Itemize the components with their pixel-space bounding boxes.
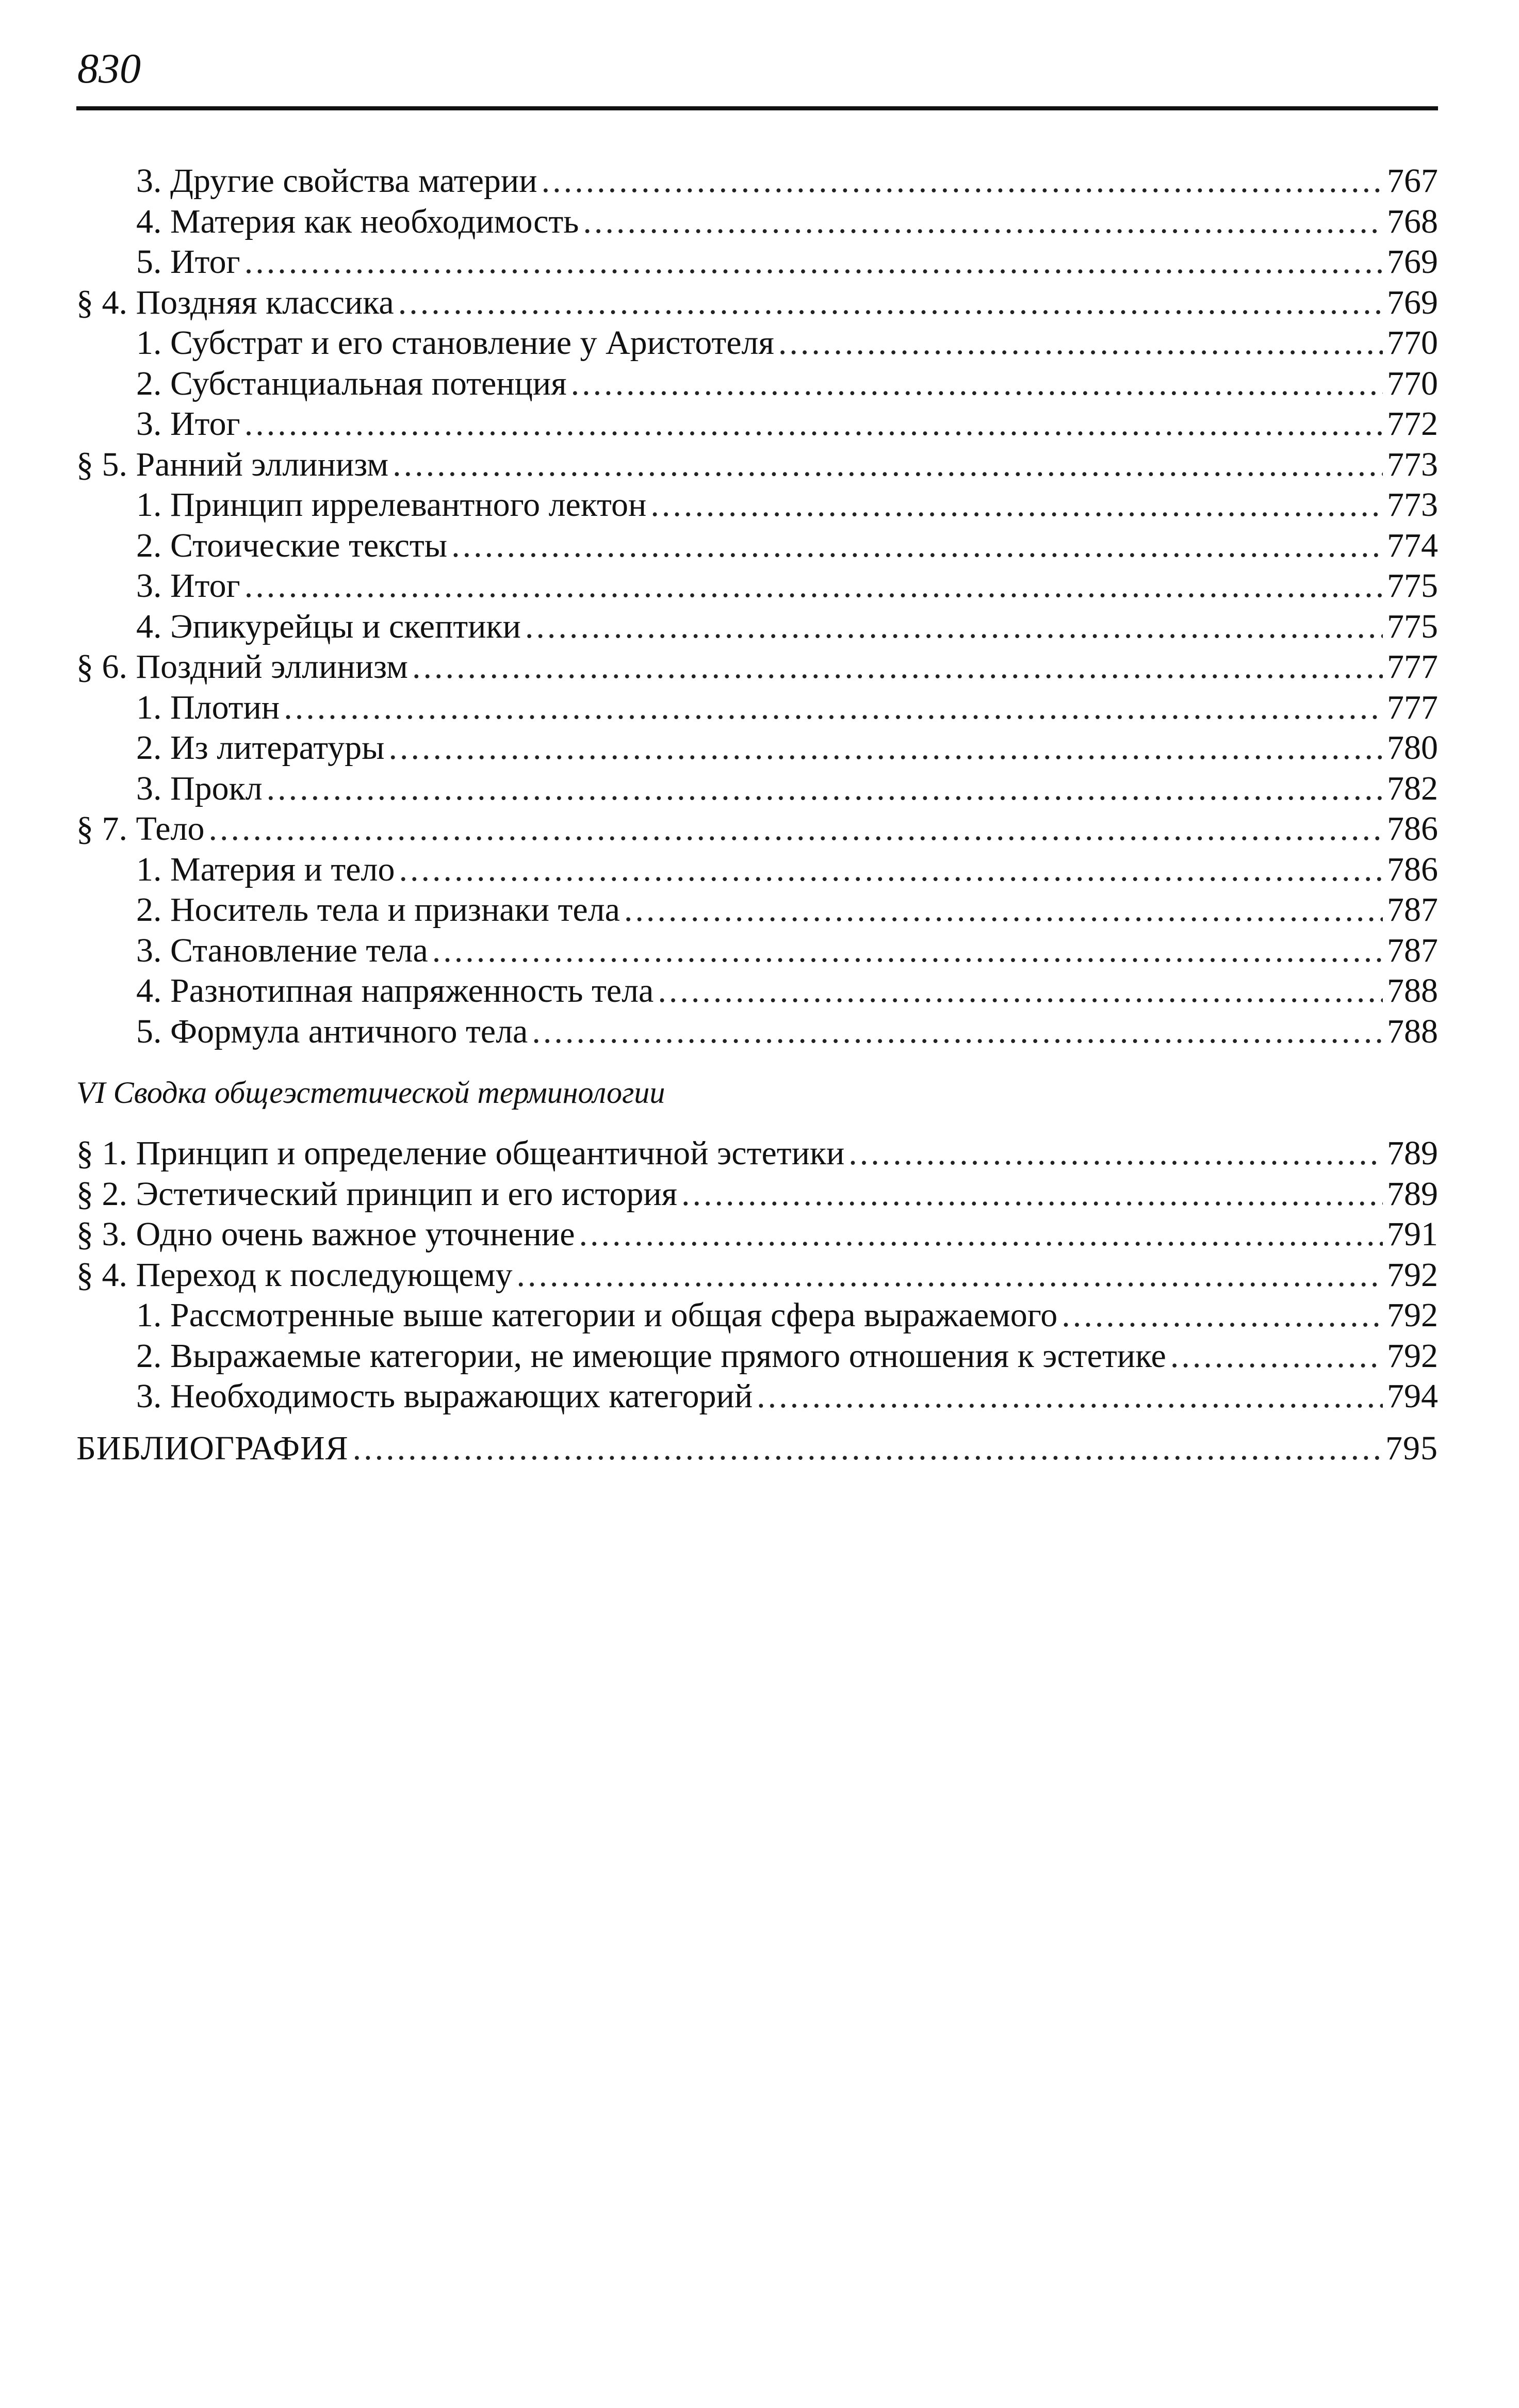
dot-leader — [517, 1255, 1383, 1295]
toc-entry — [76, 931, 1438, 971]
dot-leader — [432, 931, 1383, 971]
toc-entry — [76, 728, 1438, 769]
toc-entry-title: § 3. Одно очень важное уточнение — [76, 1215, 575, 1253]
toc-entry — [76, 323, 1438, 364]
toc-entry-title: 2. Из литературы — [136, 729, 385, 767]
toc-entry-page: 789 — [1387, 1134, 1438, 1172]
dot-leader — [848, 1133, 1383, 1174]
toc-entry-page: 775 — [1387, 567, 1438, 605]
toc-entry-page: 769 — [1387, 283, 1438, 321]
toc-entry — [76, 404, 1438, 445]
toc-entry — [76, 688, 1438, 728]
toc-entry-page: 772 — [1387, 405, 1438, 443]
toc-entry-page: 769 — [1387, 243, 1438, 281]
toc-entry-page: 787 — [1387, 931, 1438, 969]
dot-leader — [412, 647, 1383, 687]
toc-entry-page: 770 — [1387, 324, 1438, 362]
toc-entry — [76, 890, 1438, 931]
toc-entry-title: 1. Материя и тело — [136, 850, 395, 888]
toc-entry-title: 2. Субстанциальная потенция — [136, 364, 567, 402]
toc-entry-title: 4. Материя как необходимость — [136, 202, 579, 240]
dot-leader — [658, 971, 1383, 1011]
toc-section-entry — [76, 1174, 1438, 1215]
toc-entry-page: 794 — [1387, 1377, 1438, 1415]
toc-entry-page: 787 — [1387, 891, 1438, 929]
toc-entry — [76, 1012, 1438, 1052]
dot-leader — [399, 850, 1383, 890]
toc-entry — [76, 607, 1438, 647]
toc-entry-title: 2. Выражаемые категории, не имеющие прямого отношения к эстетике — [136, 1337, 1166, 1375]
toc-entry-page: 788 — [1387, 1012, 1438, 1050]
toc-entry-page: 777 — [1387, 648, 1438, 686]
toc-entry-page: 775 — [1387, 607, 1438, 645]
toc-entry — [76, 971, 1438, 1012]
dot-leader — [398, 283, 1383, 323]
toc-entry-title: 4. Разнотипная напряженность тела — [136, 972, 654, 1010]
toc-entry-page: 788 — [1387, 972, 1438, 1010]
toc-entry-page: 786 — [1387, 810, 1438, 848]
toc-entry-title: 5. Формула античного тела — [136, 1012, 528, 1050]
dot-leader — [393, 445, 1383, 485]
dot-leader — [532, 1012, 1383, 1052]
dot-leader — [1170, 1336, 1383, 1376]
toc-entry-title: § 5. Ранний эллинизм — [76, 445, 389, 483]
toc-entry-page: 770 — [1387, 364, 1438, 402]
toc-entry-page: 774 — [1387, 526, 1438, 564]
toc-entry-page: 773 — [1387, 445, 1438, 483]
toc-entry — [76, 364, 1438, 404]
toc-entry — [76, 1376, 1438, 1417]
dot-leader — [571, 364, 1383, 404]
toc-entry-page: 768 — [1387, 202, 1438, 240]
toc-entry-page: 792 — [1387, 1256, 1438, 1294]
dot-leader — [757, 1376, 1383, 1417]
toc-section-entry — [76, 1133, 1438, 1174]
toc-entry-title: 3. Итог — [136, 405, 240, 443]
toc-entry-title: 1. Рассмотренные выше категории и общая сфера выражаемого — [136, 1296, 1058, 1334]
dot-leader — [244, 404, 1383, 444]
toc-bibliography-entry — [76, 1428, 1438, 1469]
toc-section-entry — [76, 1214, 1438, 1255]
dot-leader — [650, 485, 1383, 525]
dot-leader — [525, 607, 1383, 647]
toc-entry-title: § 6. Поздний эллинизм — [76, 648, 408, 686]
dot-leader — [451, 526, 1383, 566]
toc-entry — [76, 526, 1438, 566]
toc-entry — [76, 1336, 1438, 1377]
toc-entry-title: 1. Принцип иррелевантного лектон — [136, 486, 647, 524]
toc-entry-title: 3. Прокл — [136, 769, 263, 807]
chapter-heading: VI Сводка общеэстетической терминологии — [76, 1076, 665, 1110]
toc-entry-title: 1. Плотин — [136, 688, 280, 726]
toc-entry-title: 3. Итог — [136, 567, 240, 605]
dot-leader — [267, 769, 1383, 809]
toc-entry-title: БИБЛИОГРАФИЯ — [76, 1429, 349, 1467]
dot-leader — [284, 688, 1383, 728]
dot-leader — [353, 1428, 1381, 1469]
toc-entry — [76, 769, 1438, 809]
toc-entry-page: 792 — [1387, 1296, 1438, 1334]
dot-leader — [209, 809, 1383, 849]
toc-entry-page: 780 — [1387, 729, 1438, 767]
toc-entry-page: 786 — [1387, 850, 1438, 888]
toc-entry — [76, 1295, 1438, 1336]
toc-entry-title: § 2. Эстетический принцип и его история — [76, 1175, 678, 1213]
spacer — [76, 1417, 1438, 1428]
toc-section-entry — [76, 647, 1438, 688]
header-rule — [76, 106, 1438, 110]
dot-leader — [244, 566, 1383, 606]
toc-entry-title: 2. Стоические тексты — [136, 526, 448, 564]
toc-entry-title: § 7. Тело — [76, 810, 205, 848]
toc-entry-page: 789 — [1387, 1175, 1438, 1213]
toc-entry-page: 777 — [1387, 688, 1438, 726]
toc-entry — [76, 242, 1438, 283]
toc-entry — [76, 850, 1438, 890]
toc-entry — [76, 161, 1438, 202]
toc-entry-page: 767 — [1387, 162, 1438, 200]
toc-entry-page: 773 — [1387, 486, 1438, 524]
toc-entry — [76, 202, 1438, 242]
toc-entry-title: 3. Другие свойства материи — [136, 162, 537, 200]
dot-leader — [389, 728, 1383, 768]
toc-entry — [76, 485, 1438, 526]
dot-leader — [244, 242, 1383, 282]
table-of-contents — [76, 161, 1438, 1469]
toc-entry-title: 3. Необходимость выражающих категорий — [136, 1377, 753, 1415]
dot-leader — [778, 323, 1383, 363]
toc-entry-title: § 1. Принцип и определение общеантичной эстетики — [76, 1134, 845, 1172]
dot-leader — [542, 161, 1383, 201]
dot-leader — [583, 202, 1383, 242]
dot-leader — [1061, 1295, 1383, 1336]
toc-entry-page: 792 — [1387, 1337, 1438, 1375]
toc-entry-title: 3. Становление тела — [136, 931, 428, 969]
page-number: 830 — [77, 45, 141, 92]
dot-leader — [681, 1174, 1383, 1214]
toc-entry-title: § 4. Поздняя классика — [76, 283, 394, 321]
toc-entry — [76, 566, 1438, 607]
toc-entry-page: 795 — [1385, 1429, 1438, 1467]
toc-entry-title: 1. Субстрат и его становление у Аристотеля — [136, 324, 774, 362]
toc-section-entry — [76, 445, 1438, 485]
toc-entry-title: 2. Носитель тела и признаки тела — [136, 891, 620, 929]
toc-section-entry — [76, 283, 1438, 323]
toc-entry-page: 782 — [1387, 769, 1438, 807]
toc-entry-title: 4. Эпикурейцы и скептики — [136, 607, 521, 645]
toc-entry-title: § 4. Переход к последующему — [76, 1256, 513, 1294]
toc-entry-page: 791 — [1387, 1215, 1438, 1253]
toc-section-entry — [76, 809, 1438, 850]
toc-section-entry — [76, 1255, 1438, 1296]
dot-leader — [579, 1214, 1383, 1255]
toc-entry-title: 5. Итог — [136, 243, 240, 281]
dot-leader — [624, 890, 1383, 930]
